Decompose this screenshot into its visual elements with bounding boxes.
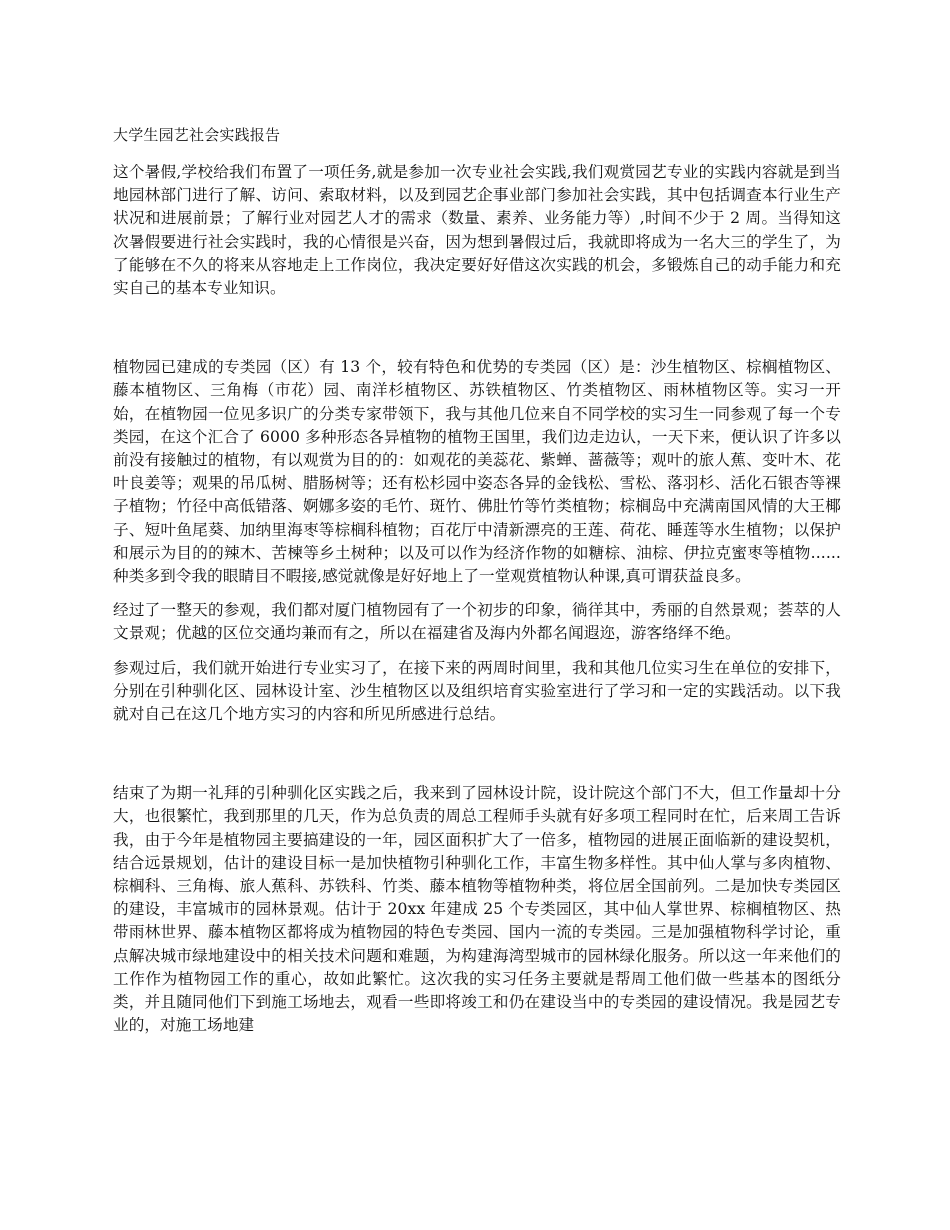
paragraph-botanical-garden: 植物园已建成的专类园（区）有 13 个，较有特色和优势的专类园（区）是：沙生植物区、棕榈植物区、藤本植物区、三角梅（市花）园、南洋杉植物区、苏铁植物区、竹类植物区、雨林植物区等。实习一开始，在植物园一位见多识广的分类专家带领下，我与其他几位来自不同学校的实习生一同参观了每一个专类园，在这个汇合了 6000 多种形态各异植物的植物王国里，我们边走边认，一天下来，便认识了许多以前没有接触过的植物，有以观赏为目的的：如观花的美蕊花、紫蝉、蔷薇等；观叶的旅人蕉、变叶木、花叶良姜等；观果的吊瓜树、腊肠树等；还有松杉园中姿态各异的金钱松、雪松、落羽杉、活化石银杏等裸子植物；竹径中高低错落、婀娜多姿的毛竹、斑竹、佛肚竹等竹类植物；棕榈岛中充满南国风情的大王椰子、短叶鱼尾葵、加纳里海枣等棕榈科植物；百花厅中清新漂亮的王莲、荷花、睡莲等水生植物；以保护和展示为目的的辣木、苦楝等乡土树种；以及可以作为经济作物的如糖棕、油棕、伊拉克蜜枣等植物......种类多到令我的眼睛目不暇接,感觉就像是好好地上了一堂观赏植物认种课,真可谓获益良多。: [113, 358, 841, 586]
paragraph-first-impression: 经过了一整天的参观，我们都对厦门植物园有了一个初步的印象，徜徉其中，秀丽的自然景观；荟萃的人文景观；优越的区位交通均兼而有之，所以在福建省及海内外都名闻遐迩，游客络绎不绝。: [113, 601, 841, 643]
section-gap: [113, 311, 841, 356]
section-gap: [113, 737, 841, 782]
paragraph-intro: 这个暑假,学校给我们布置了一项任务,就是参加一次专业社会实践,我们观赏园艺专业的实践内容就是到当地园林部门进行了解、访问、索取材料，以及到园艺企事业部门参加社会实践，其中包括调查本行业生产状况和进展前景；了解行业对园艺人才的需求（数量、素养、业务能力等）,时间不少于 2 周。当得知这次暑假要进行社会实践时，我的心情很是兴奋，因为想到暑假过后，我就即将成为一名大三的学生了，为了能够在不久的将来从容地走上工作岗位，我决定要好好借这次实践的机会，多锻炼自己的动手能力和充实自己的基本专业知识。: [113, 163, 841, 298]
paragraph-internship-start: 参观过后，我们就开始进行专业实习了，在接下来的两周时间里，我和其他几位实习生在单位的安排下，分别在引种驯化区、园林设计室、沙生植物区以及组织培育实验室进行了学习和一定的实践活动。以下我就对自己在这几个地方实习的内容和所见所感进行总结。: [113, 658, 841, 724]
document-page: [113, 124, 841, 1049]
document-title: 大学生园艺社会实践报告: [113, 126, 281, 144]
paragraph-design-institute: 结束了为期一礼拜的引种驯化区实践之后，我来到了园林设计院，设计院这个部门不大，但工作量却十分大，也很繁忙，我到那里的几天，作为总负责的周总工程师手头就有好多项工程同时在忙，后来周工告诉我，由于今年是植物园主要搞建设的一年，园区面积扩大了一倍多，植物园的进展正面临新的建设契机，结合远景规划，估计的建设目标一是加快植物引种驯化工作，丰富生物多样性。其中仙人掌与多肉植物、棕榈科、三角梅、旅人蕉科、苏铁科、竹类、藤本植物等植物种类，将位居全国前列。二是加快专类园区的建设，丰富城市的园林景观。估计于 20xx 年建成 25 个专类园区，其中仙人掌世界、棕榈植物区、热带雨林世界、藤本植物区都将成为植物园的特色专类园、国内一流的专类园。三是加强植物科学讨论，重点解决城市绿地建设中的相关技术问题和难题，为构建海湾型城市的园林绿化服务。所以这一年来他们的工作作为植物园工作的重心，故如此繁忙。这次我的实习任务主要就是帮周工他们做一些基本的图纸分类，并且随同他们下到施工场地去，观看一些即将竣工和仍在建设当中的专类园的建设情况。我是园艺专业的，对施工场地建: [113, 784, 841, 1035]
